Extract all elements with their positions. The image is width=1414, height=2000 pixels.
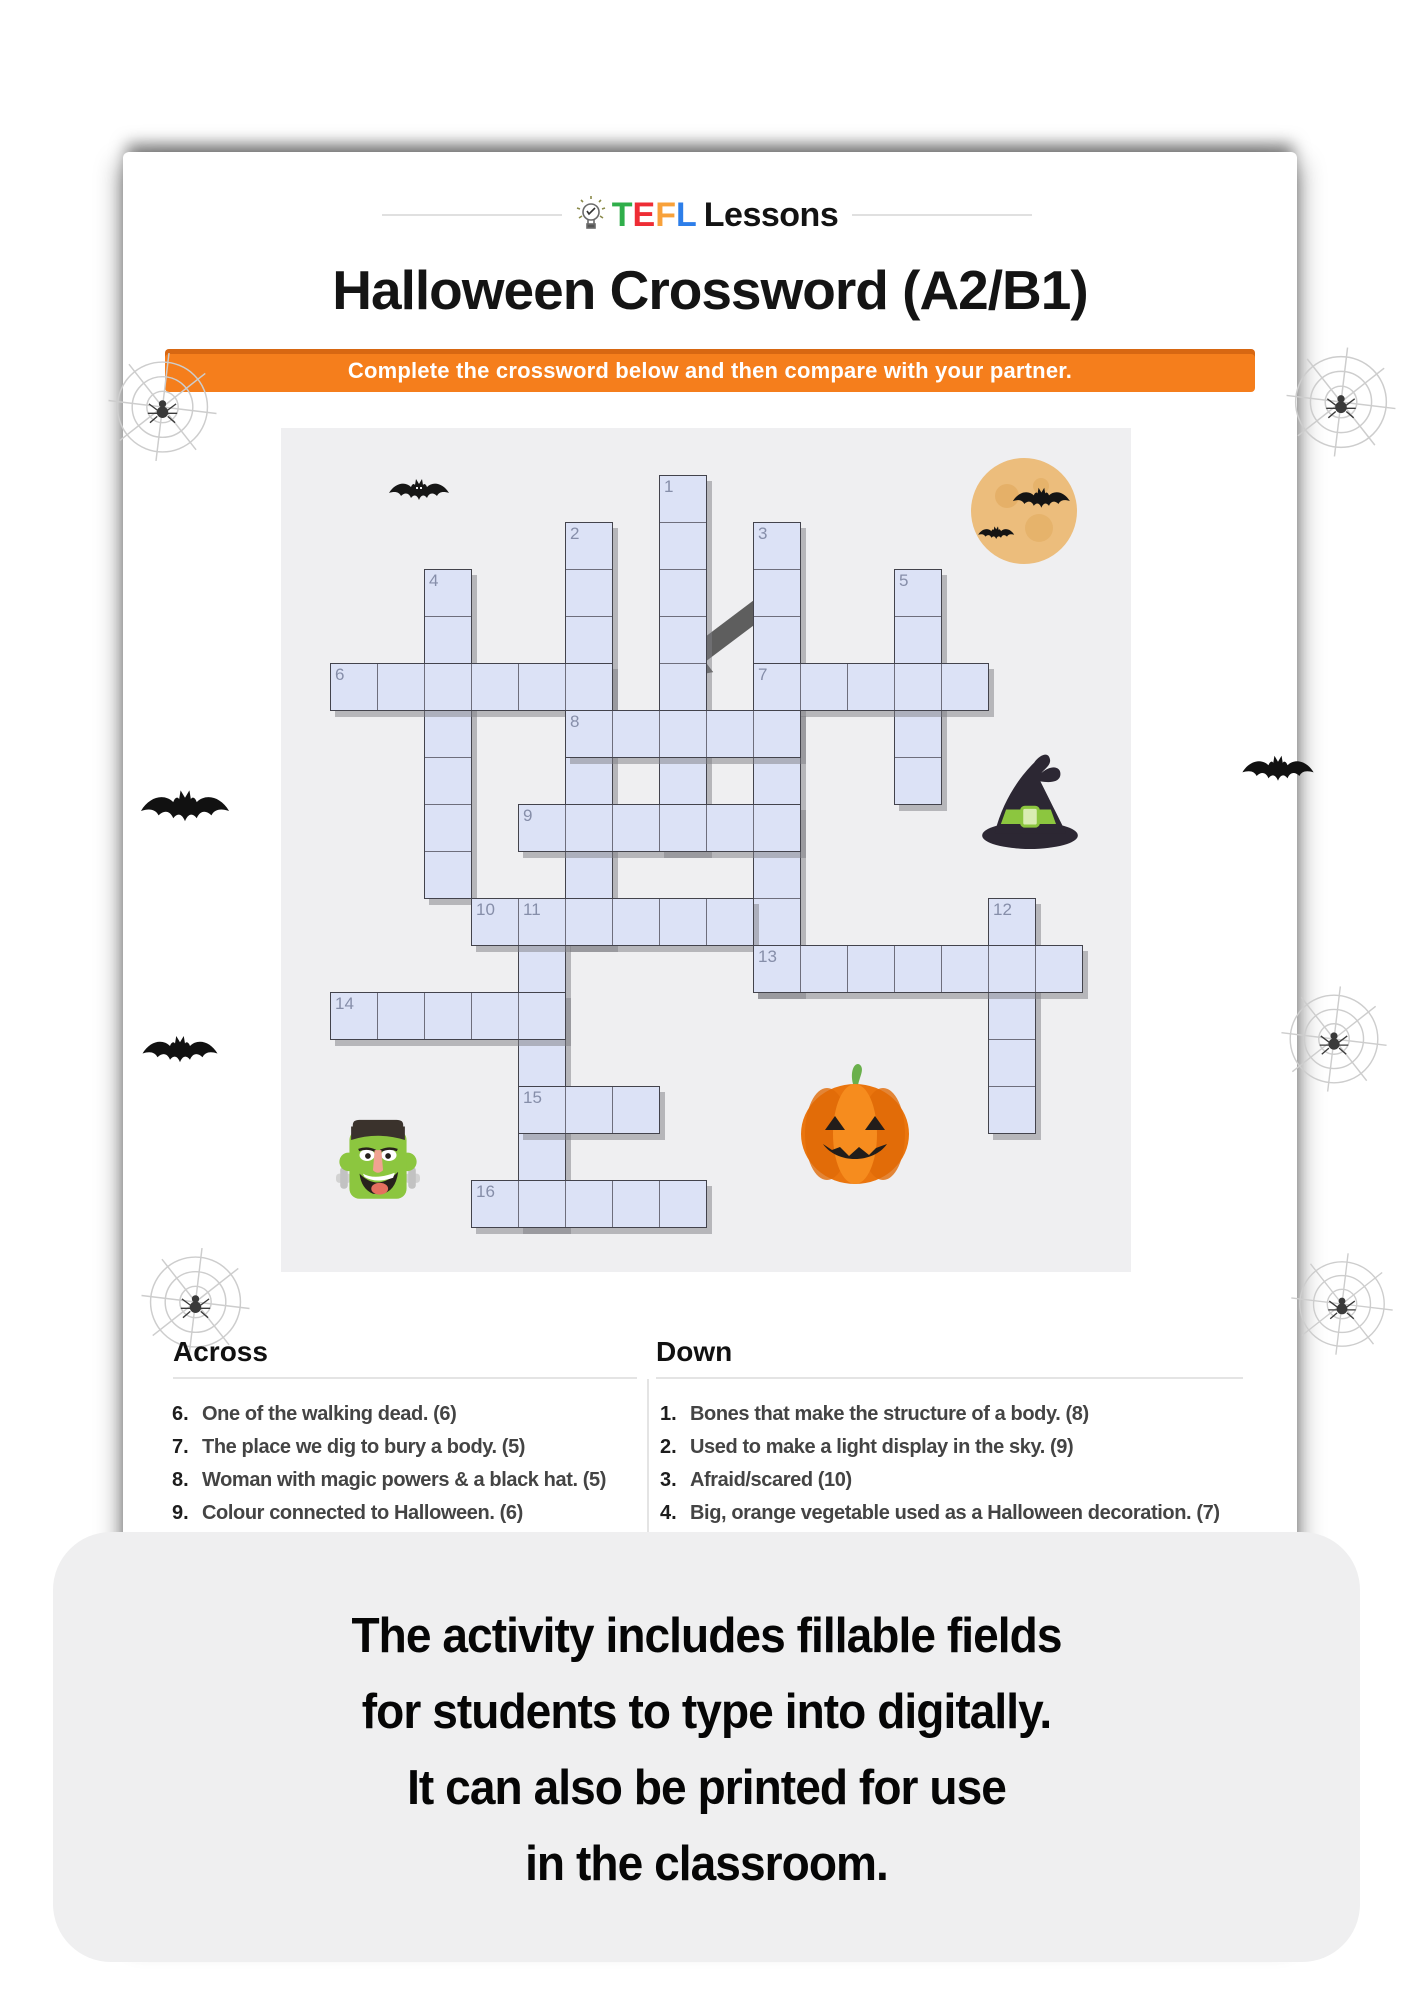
bat-icon	[1240, 750, 1316, 790]
spider-web-icon	[1288, 1248, 1396, 1360]
divider	[852, 214, 1032, 216]
down-clue	[660, 1497, 1260, 1530]
promo-line: in the classroom.	[525, 1837, 888, 1891]
spider-web-icon	[1283, 340, 1399, 464]
cell-number: 11	[523, 900, 541, 919]
down-heading: Down	[656, 1336, 733, 1367]
crossword-word-10-across[interactable]	[471, 898, 754, 946]
frankenstein-icon	[336, 1114, 420, 1208]
instruction-banner	[165, 349, 1255, 392]
spider-web-icon	[105, 348, 220, 466]
clue-number: 2.	[660, 1436, 677, 1458]
divider	[656, 1377, 1243, 1379]
logo-letter: F	[655, 195, 676, 234]
clue-text: Colour connected to Halloween. (6)	[202, 1502, 523, 1524]
cell-number: 12	[993, 900, 1012, 919]
instruction-text: Complete the crossword below and then compare with your partner.	[347, 357, 1073, 383]
cell-number: 13	[758, 947, 777, 966]
logo-tefl-text	[612, 196, 697, 235]
cell-number: 2	[570, 524, 580, 543]
down-clue	[660, 1464, 1260, 1497]
divider	[173, 1377, 637, 1379]
clue-number: 7.	[172, 1436, 189, 1458]
crossword-word-7-across[interactable]	[753, 663, 989, 711]
clue-number: 9.	[172, 1502, 189, 1524]
crossword-word-14-across[interactable]	[330, 992, 566, 1040]
down-clue	[660, 1398, 1260, 1431]
cell-number: 7	[758, 665, 768, 684]
clue-number: 6.	[172, 1403, 189, 1425]
crossword-word-16-across[interactable]	[471, 1180, 707, 1228]
clue-text: Afraid/scared (10)	[690, 1469, 852, 1491]
clue-number: 8.	[172, 1469, 189, 1491]
clue-text: One of the walking dead. (6)	[202, 1403, 457, 1425]
clue-number: 3.	[660, 1469, 677, 1491]
clue-number: 1.	[660, 1403, 677, 1425]
clue-text: Big, orange vegetable used as a Halloween decoration. (7)	[690, 1502, 1220, 1524]
logo-letter: E	[632, 195, 656, 234]
witch-hat-icon	[978, 744, 1082, 852]
across-clue	[172, 1398, 642, 1431]
crossword-word-15-across[interactable]	[518, 1086, 660, 1134]
cell-number: 6	[335, 665, 345, 684]
logo-letter: L	[676, 195, 697, 234]
down-clue	[660, 1431, 1260, 1464]
divider	[382, 214, 562, 216]
promo-line: The activity includes fillable fields	[351, 1609, 1062, 1663]
page-title: Halloween Crossword (A2/B1)	[332, 259, 1088, 321]
clue-text: Bones that make the structure of a body. (8)	[690, 1403, 1089, 1425]
logo-letter: T	[611, 195, 633, 234]
cell-number: 8	[570, 712, 580, 731]
cell-number: 4	[429, 571, 439, 590]
clue-text: The place we dig to bury a body. (5)	[202, 1436, 526, 1458]
cell-number: 1	[664, 477, 674, 496]
across-heading: Across	[173, 1336, 268, 1367]
bat-icon	[140, 1030, 220, 1072]
across-clue-list	[172, 1398, 642, 1530]
promo-line: for students to type into digitally.	[361, 1685, 1052, 1739]
clue-text: Woman with magic powers & a black hat. (5)	[202, 1469, 607, 1491]
across-clue	[172, 1497, 642, 1530]
crossword-word-11-down[interactable]	[518, 898, 566, 1228]
cell-number: 16	[476, 1182, 495, 1201]
crossword-word-6-across[interactable]	[330, 663, 613, 711]
promo-line: It can also be printed for use	[407, 1761, 1006, 1815]
pumpkin-icon	[793, 1058, 917, 1188]
cell-number: 15	[523, 1088, 542, 1107]
clue-text: Used to make a light display in the sky. (9)	[690, 1436, 1074, 1458]
across-clue	[172, 1431, 642, 1464]
across-clue	[172, 1464, 642, 1497]
lightbulb-icon	[576, 196, 606, 234]
clue-number: 4.	[660, 1502, 677, 1524]
bat-icon	[138, 783, 232, 833]
spider-web-icon	[1278, 983, 1390, 1095]
cell-number: 3	[758, 524, 768, 543]
crossword-word-8-across[interactable]	[565, 710, 801, 758]
cell-number: 9	[523, 806, 533, 825]
moon-icon	[969, 456, 1079, 566]
logo-lessons-text: Lessons	[703, 195, 839, 234]
promo-text	[92, 1598, 1321, 1902]
bat-icon	[387, 474, 451, 508]
crossword-word-9-across[interactable]	[518, 804, 801, 852]
crossword-board	[281, 428, 1131, 1272]
cell-number: 5	[899, 571, 909, 590]
crossword-word-4-down[interactable]	[424, 569, 472, 899]
down-clue-list	[660, 1398, 1260, 1530]
logo	[0, 196, 1414, 234]
divider	[647, 1379, 649, 1533]
crossword-word-12-down[interactable]	[988, 898, 1036, 1134]
crossword-word-1-down[interactable]	[659, 475, 707, 852]
cell-number: 14	[335, 994, 354, 1013]
crossword-word-13-across[interactable]	[753, 945, 1083, 993]
promo-overlay	[53, 1532, 1360, 1962]
cell-number: 10	[476, 900, 495, 919]
